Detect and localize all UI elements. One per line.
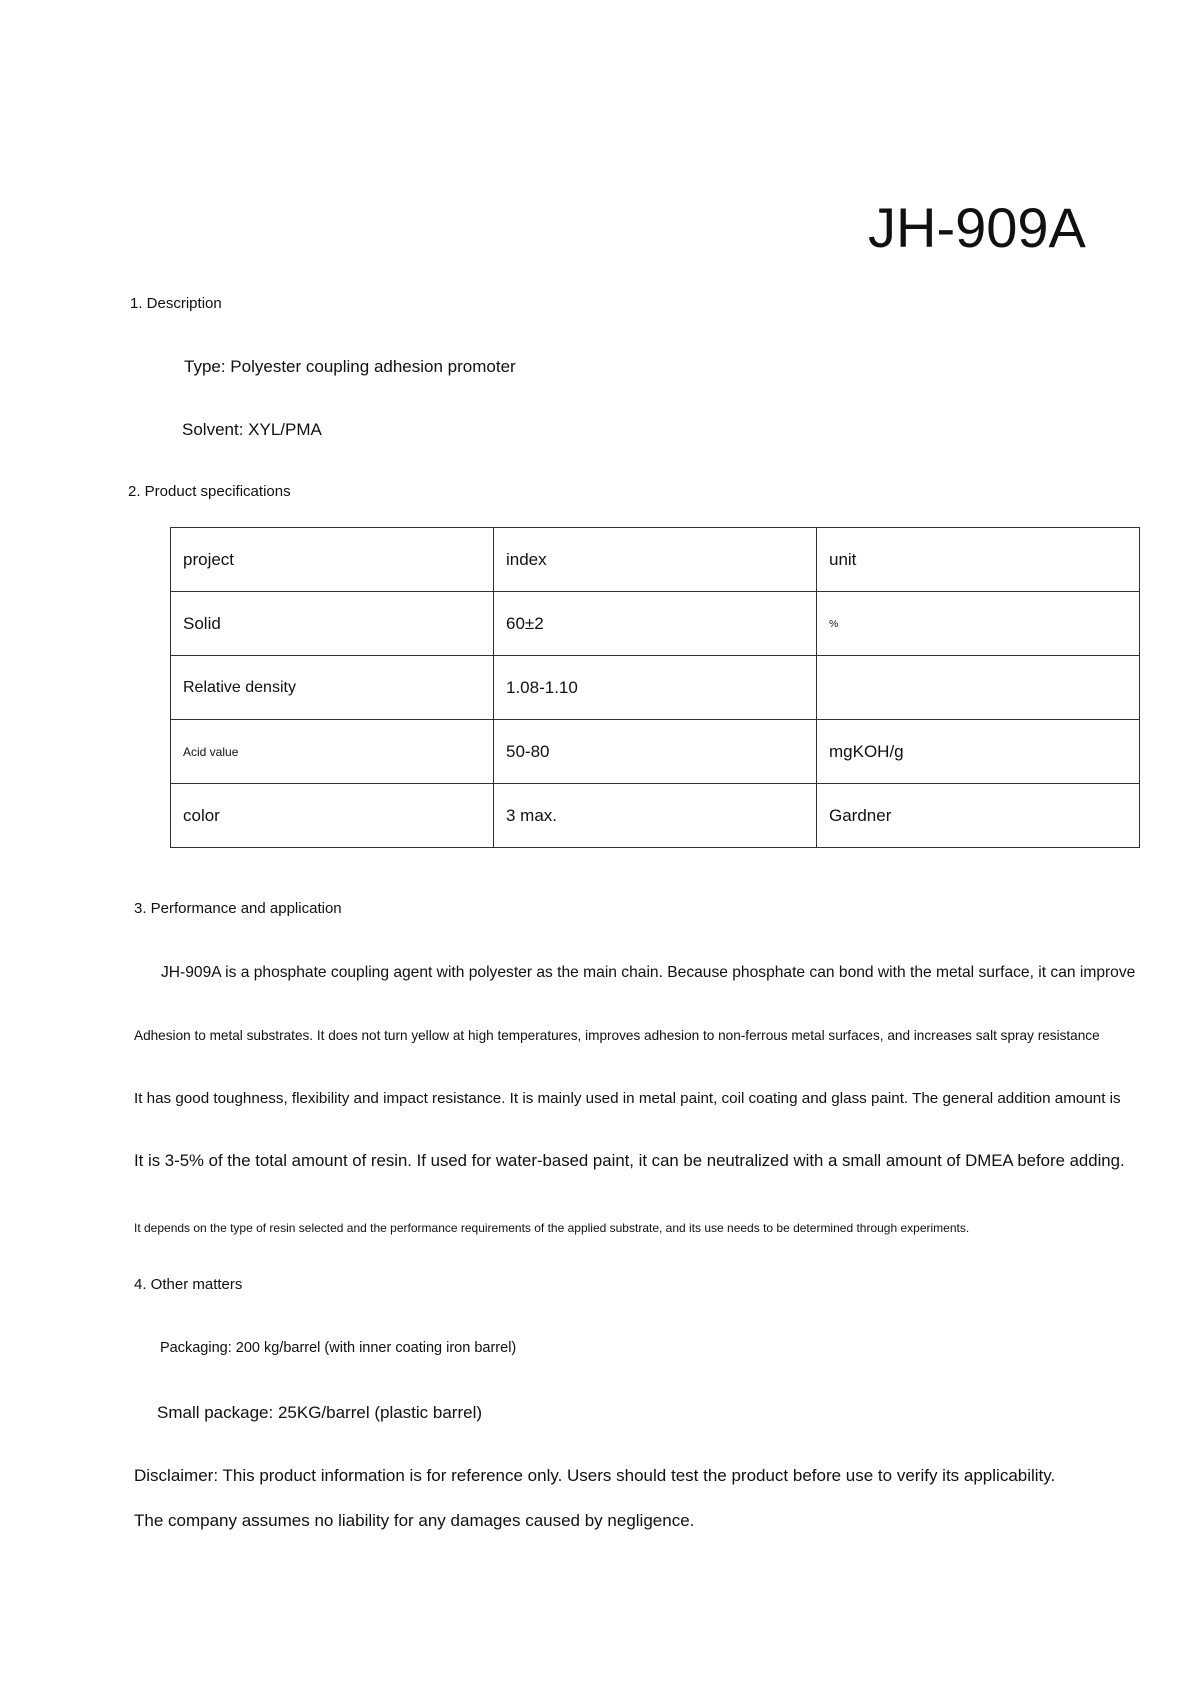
other-heading: 4. Other matters [134, 1276, 243, 1293]
description-heading: 1. Description [130, 295, 222, 312]
cell-project: Relative density [171, 656, 494, 720]
cell-index: 60±2 [494, 592, 817, 656]
table-row [171, 720, 1140, 784]
cell-index: 50-80 [494, 720, 817, 784]
cell-unit: % [817, 592, 1140, 656]
small-package-line: Small package: 25KG/barrel (plastic barrel) [157, 1403, 483, 1422]
cell-project: Acid value [171, 720, 494, 784]
cell-unit: Gardner [817, 784, 1140, 848]
header-index: index [494, 528, 817, 592]
header-unit: unit [817, 528, 1140, 592]
cell-unit: mgKOH/g [817, 720, 1140, 784]
specs-heading: 2. Product specifications [128, 483, 291, 500]
table-header-row [171, 528, 1140, 592]
table-row [171, 592, 1140, 656]
solvent-line: Solvent: XYL/PMA [182, 420, 322, 439]
table-row [171, 656, 1140, 720]
table-row [171, 784, 1140, 848]
cell-index: 3 max. [494, 784, 817, 848]
performance-line-2: Adhesion to metal substrates. It does not turn yellow at high temperatures, improves adhesion to non-ferrous metal surfaces, and increases salt spray resistance [134, 1028, 1100, 1043]
performance-line-3: It has good toughness, flexibility and impact resistance. It is mainly used in metal paint, coil coating and glass paint. The general addition amount is [134, 1090, 1121, 1107]
cell-project: Solid [171, 592, 494, 656]
packaging-line: Packaging: 200 kg/barrel (with inner coating iron barrel) [160, 1340, 517, 1356]
cell-index: 1.08-1.10 [494, 656, 817, 720]
performance-line-5: It depends on the type of resin selected and the performance requirements of the applied substrate, and its use needs to be determined through experiments. [134, 1221, 970, 1235]
performance-heading: 3. Performance and application [134, 900, 342, 917]
cell-unit [817, 656, 1140, 720]
spec-table [170, 527, 1140, 848]
type-line: Type: Polyester coupling adhesion promoter [184, 357, 516, 376]
header-project: project [171, 528, 494, 592]
performance-line-4: It is 3-5% of the total amount of resin. If used for water-based paint, it can be neutralized with a small amount of DMEA before adding. [134, 1151, 1125, 1170]
performance-line-1: JH-909A is a phosphate coupling agent with polyester as the main chain. Because phosphate can bond with the metal surface, it can improve [161, 964, 1136, 981]
disclaimer-line-1: Disclaimer: This product information is for reference only. Users should test the product before use to verify its applicability. [134, 1466, 1056, 1485]
document-title: JH-909A [868, 196, 1086, 259]
cell-project: color [171, 784, 494, 848]
disclaimer-line-2: The company assumes no liability for any damages caused by negligence. [134, 1511, 695, 1530]
